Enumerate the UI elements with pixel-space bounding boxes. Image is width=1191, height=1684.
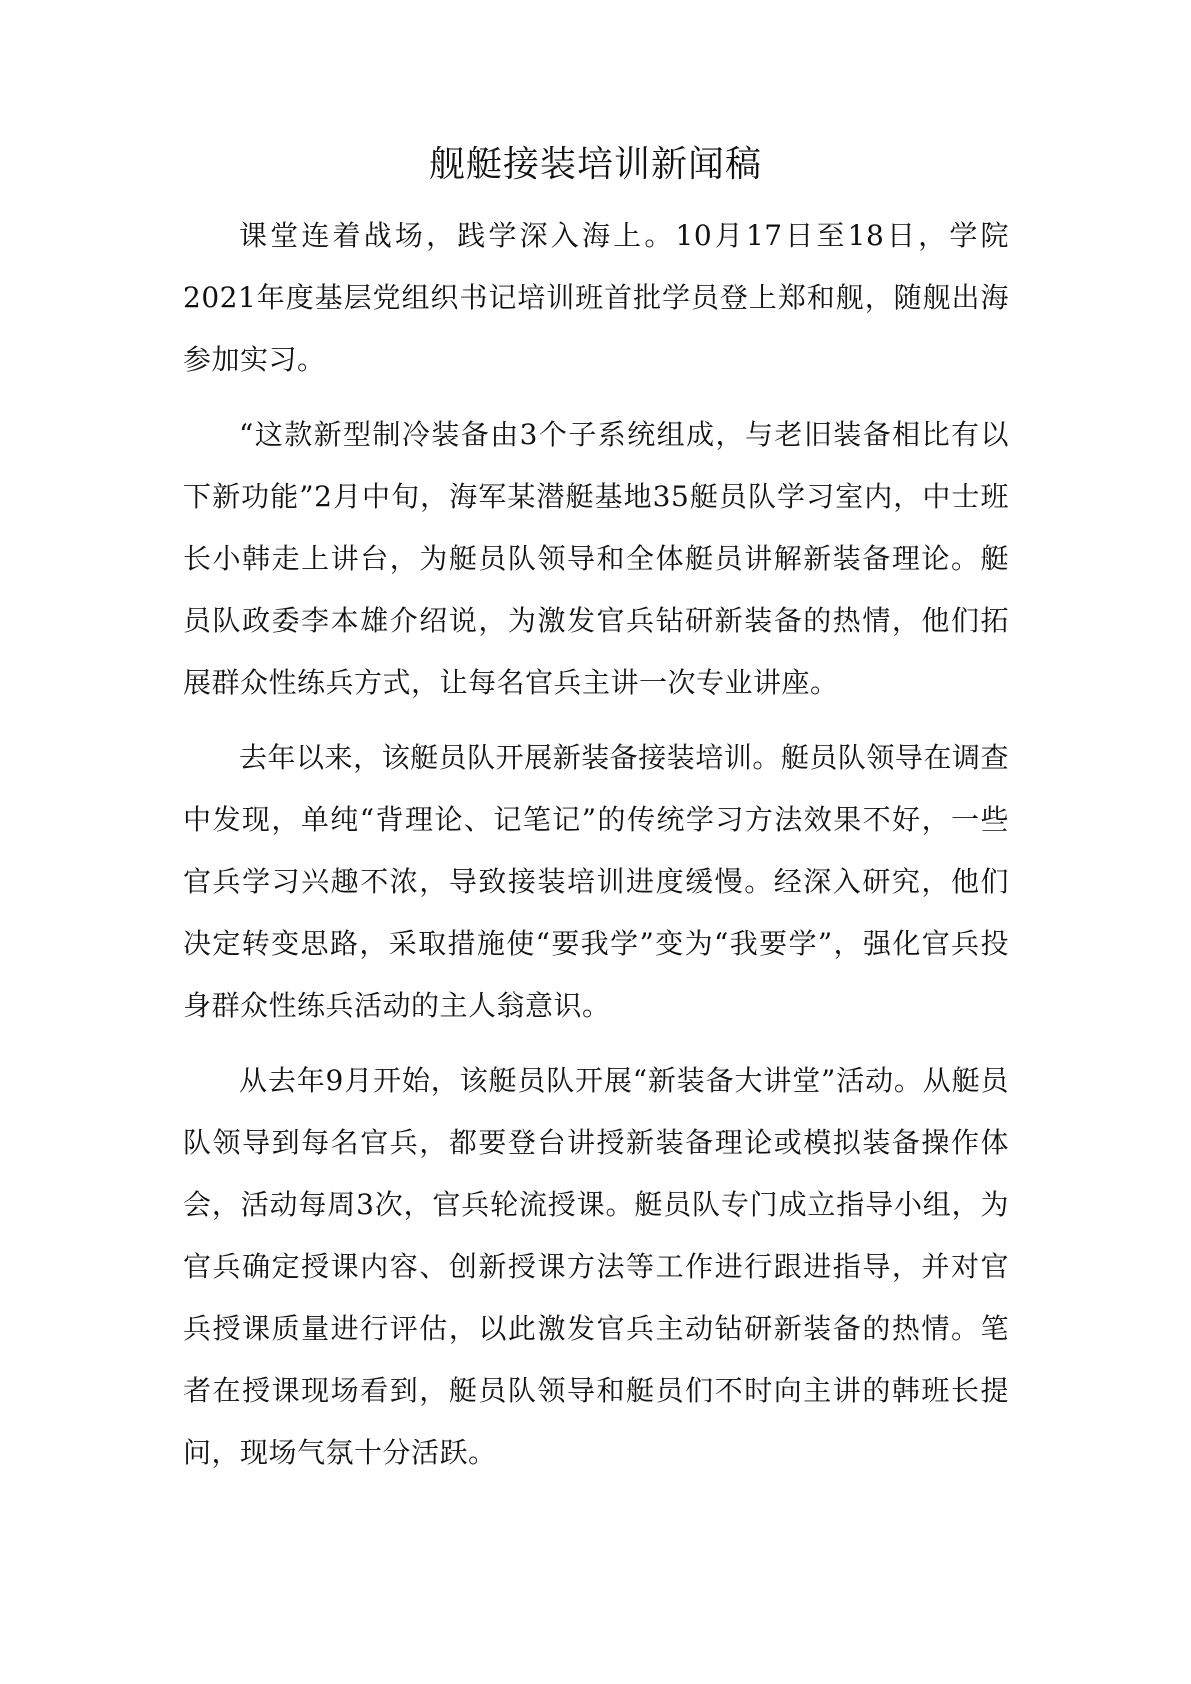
document-body [183,205,1009,1497]
paragraph: 去年以来，该艇员队开展新装备接装培训。艇员队领导在调查中发现，单纯“背理论、记笔记”的传统学习方法效果不好，一些官兵学习兴趣不浓，导致接装培训进度缓慢。经深入研究，他们决定转变思路，采取措施使“要我学”变为“我要学”，强化官兵投身群众性练兵活动的主人翁意识。 [183,741,1009,1022]
document-title: 舰艇接装培训新闻稿 [428,144,762,185]
paragraph: 从去年9月开始，该艇员队开展“新装备大讲堂”活动。从艇员队领导到每名官兵，都要登台讲授新装备理论或模拟装备操作体会，活动每周3次，官兵轮流授课。艇员队专门成立指导小组，为官兵确定授课内容、创新授课方法等工作进行跟进指导，并对官兵授课质量进行评估，以此激发官兵主动钻研新装备的热情。笔者在授课现场看到，艇员队领导和艇员们不时向主讲的韩班长提问，现场气氛十分活跃。 [183,1064,1009,1469]
paragraph: 课堂连着战场，践学深入海上。10月17日至18日，学院2021年度基层党组织书记培训班首批学员登上郑和舰，随舰出海参加实习。 [183,219,1009,376]
paragraph: “这款新型制冷装备由3个子系统组成，与老旧装备相比有以下新功能”2月中旬，海军某潜艇基地35艇员队学习室内，中士班长小韩走上讲台，为艇员队领导和全体艇员讲解新装备理论。艇员队政委李本雄介绍说，为激发官兵钻研新装备的热情，他们拓展群众性练兵方式，让每名官兵主讲一次专业讲座。 [183,418,1009,699]
